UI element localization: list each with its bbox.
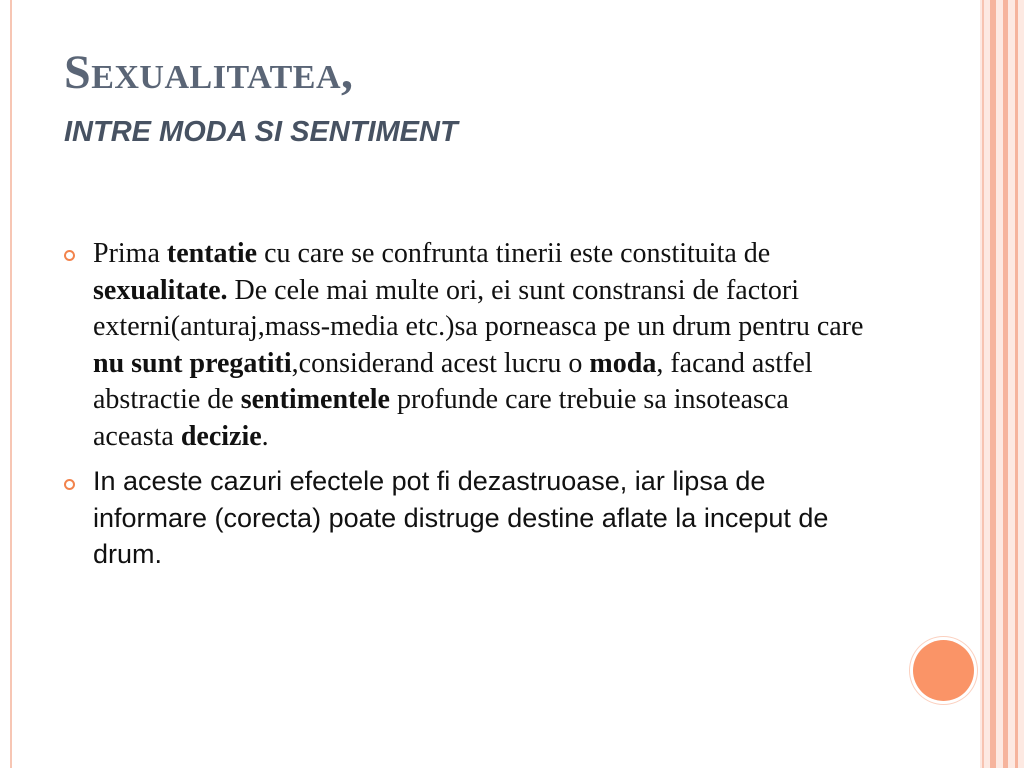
left-decorative-stripe: [10, 0, 12, 768]
right-stripe: [982, 0, 984, 768]
text-segment: .: [261, 420, 269, 452]
right-stripe: [1015, 0, 1018, 768]
bullet-list: [64, 236, 864, 573]
right-stripe: [990, 0, 996, 768]
bold-text-segment: tentatie: [166, 238, 258, 269]
text-segment: profunde care trebuie sa insoteasca aceasta: [93, 384, 789, 452]
bullet-circle-icon: [64, 250, 75, 261]
text-segment: De cele mai multe ori, ei sunt constransi de factori externi(anturaj,mass-media etc.)sa porneasca pe un drum pentru care: [93, 274, 864, 342]
text-segment: cu care se confrunta tinerii este constituita de: [257, 238, 771, 269]
bold-text-segment: sentimentele: [240, 384, 390, 415]
bullet-item: [64, 463, 864, 573]
slide-title: Sexualitatea,: [64, 46, 354, 99]
text-segment: Prima: [93, 238, 167, 269]
bold-text-segment: sexualitate.: [93, 274, 228, 306]
bullet-text: [93, 236, 864, 455]
right-stripe: [1003, 0, 1008, 768]
text-segment: , facand astfel abstractie de: [93, 347, 813, 415]
bullet-text: In aceste cazuri efectele pot fi dezastruoase, iar lipsa de informare (corecta) poate distruge destine aflate la inceput de drum.: [93, 466, 829, 569]
bullet-circle-icon: [64, 479, 75, 490]
text-segment: ,considerand acest lucru o: [291, 347, 590, 379]
decorative-circle: [913, 640, 974, 701]
bold-text-segment: moda: [589, 347, 657, 379]
bullet-item: [64, 236, 864, 455]
slide-subtitle: INTRE MODA SI SENTIMENT: [64, 116, 458, 148]
bold-text-segment: nu sunt pregatiti: [93, 347, 292, 379]
bold-text-segment: decizie: [180, 420, 262, 452]
